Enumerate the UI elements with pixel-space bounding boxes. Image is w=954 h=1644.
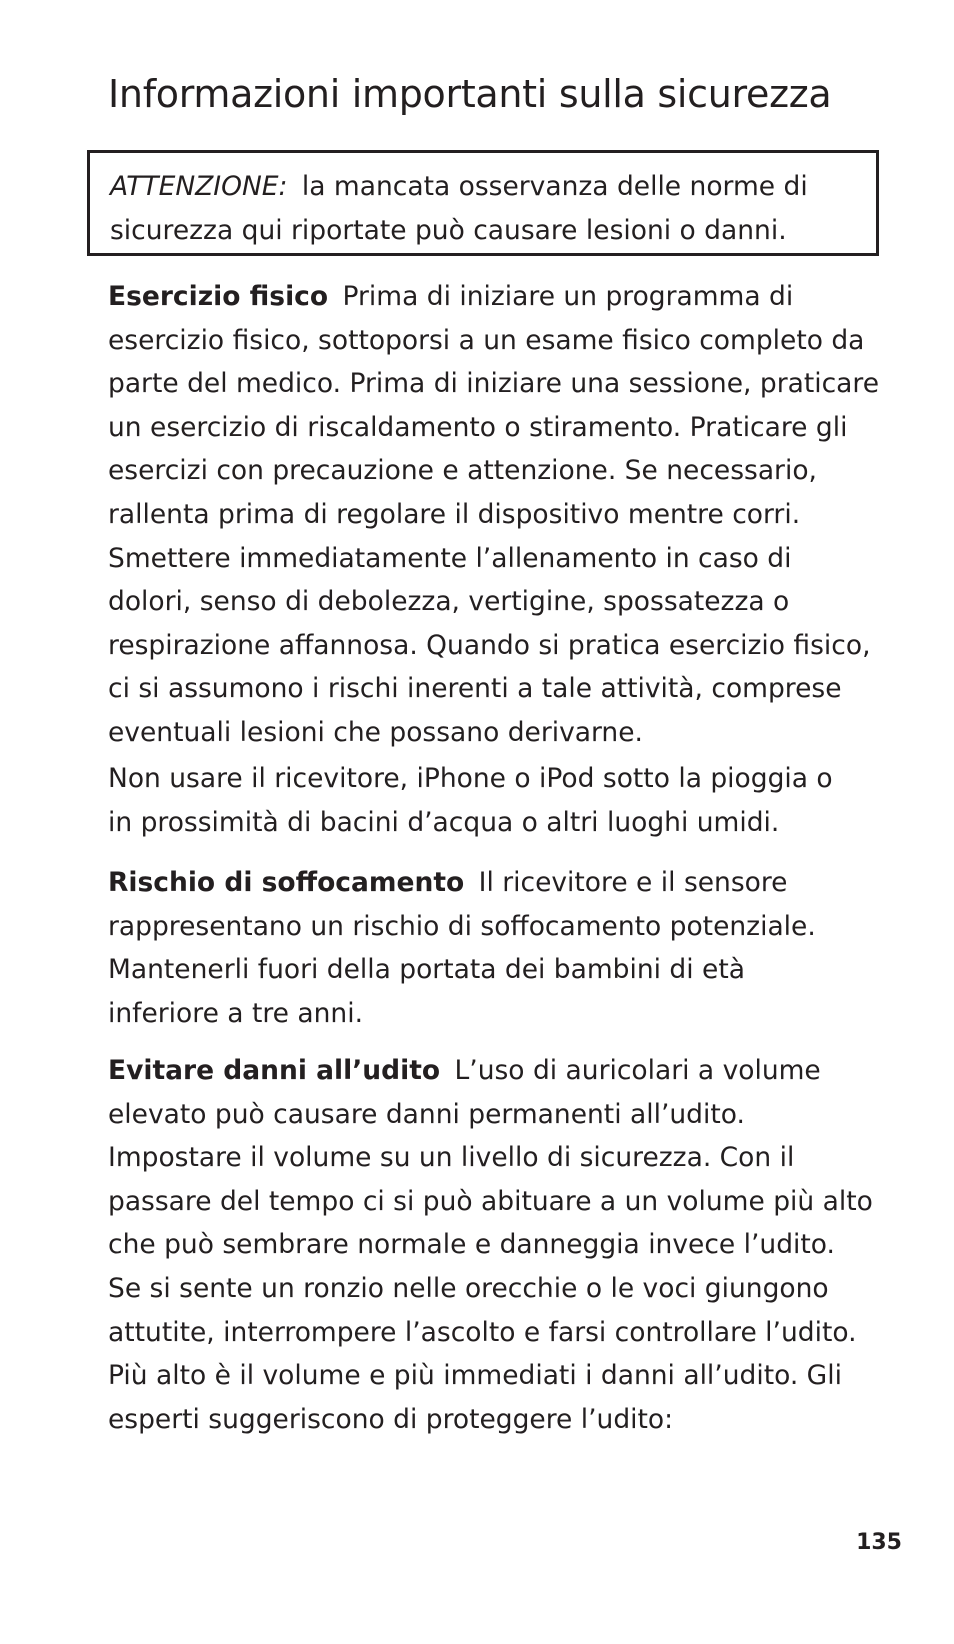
paragraph-text: L’uso di auricolari a volume [454, 1055, 821, 1086]
paragraph-line [108, 275, 888, 319]
paragraph-line: in prossimità di bacini d’acqua o altri luoghi umidi. [108, 806, 780, 838]
paragraph-line [108, 1049, 888, 1093]
paragraph-line: Più alto è il volume e più immediati i danni all’udito. Gli [108, 1360, 842, 1392]
paragraph-line: passare del tempo ci si può abituare a un volume più alto [108, 1185, 873, 1217]
paragraph-line: inferiore a tre anni. [108, 997, 364, 1029]
paragraph-line: dolori, senso di debolezza, vertigine, spossatezza o [108, 586, 790, 618]
page-title: Informazioni importanti sulla sicurezza [108, 72, 832, 116]
paragraph-line [108, 861, 888, 905]
paragraph-line: Mantenerli fuori della portata dei bambini di età [108, 954, 745, 986]
paragraph-line: rappresentano un rischio di soffocamento potenziale. [108, 910, 816, 942]
paragraph-line: parte del medico. Prima di iniziare una sessione, praticare [108, 368, 880, 400]
page-number: 135 [856, 1530, 902, 1555]
section-choking-hazard [108, 861, 888, 1035]
paragraph-line: Impostare il volume su un livello di sicurezza. Con il [108, 1142, 795, 1174]
section-water-warning [108, 757, 888, 844]
paragraph-line: un esercizio di riscaldamento o stiramento. Praticare gli [108, 411, 848, 443]
paragraph-line: elevato può causare danni permanenti all’udito. [108, 1098, 745, 1130]
paragraph-line: attutite, interrompere l’ascolto e farsi controllare l’udito. [108, 1316, 857, 1348]
section-exercise [108, 275, 888, 755]
warning-box [87, 150, 879, 256]
paragraph-text: Prima di iniziare un programma di [342, 281, 794, 312]
paragraph-line: esperti suggeriscono di proteggere l’udito: [108, 1403, 674, 1435]
paragraph-line: Se si sente un ronzio nelle orecchie o le voci giungono [108, 1272, 829, 1304]
section-heading: Esercizio fisico [108, 281, 329, 312]
warning-text: sicurezza qui riportate può causare lesioni o danni. [110, 215, 787, 246]
paragraph-line: Smettere immediatamente l’allenamento in caso di [108, 542, 792, 574]
paragraph-line: esercizi con precauzione e attenzione. Se necessario, [108, 455, 817, 487]
paragraph-line: Non usare il ricevitore, iPhone o iPod sotto la pioggia o [108, 763, 833, 794]
paragraph-text: Il ricevitore e il sensore [478, 867, 788, 898]
paragraph-line: rallenta prima di regolare il dispositivo mentre corri. [108, 498, 801, 530]
section-heading: Rischio di soffocamento [108, 867, 465, 898]
warning-text: la mancata osservanza delle norme di [301, 171, 808, 202]
paragraph-line: esercizio fisico, sottoporsi a un esame fisico completo da [108, 324, 865, 356]
warning-label: ATTENZIONE: [110, 171, 288, 202]
section-heading: Evitare danni all’udito [108, 1055, 441, 1086]
paragraph-line: ci si assumono i rischi inerenti a tale attività, comprese [108, 673, 842, 705]
paragraph-line: eventuali lesioni che possano derivarne. [108, 716, 643, 748]
warning-line-1 [110, 165, 858, 209]
section-hearing-damage [108, 1049, 888, 1441]
paragraph-line: che può sembrare normale e danneggia invece l’udito. [108, 1229, 835, 1261]
paragraph-line: respirazione affannosa. Quando si pratica esercizio fisico, [108, 629, 871, 661]
